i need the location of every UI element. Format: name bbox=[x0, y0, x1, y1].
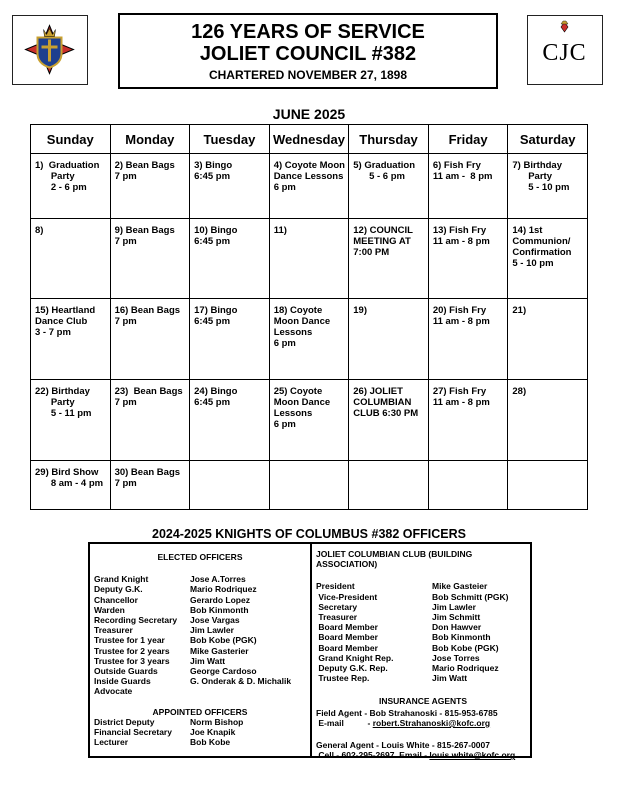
officer-row bbox=[316, 581, 530, 591]
calendar-week-row bbox=[31, 218, 588, 299]
calendar-day-cell: 29) Bird Show 8 am - 4 pm bbox=[31, 460, 111, 509]
calendar-day-cell: 26) JOLIET COLUMBIAN CLUB 6:30 PM bbox=[349, 380, 429, 461]
calendar-day-cell: 15) Heartland Dance Club 3 - 7 pm bbox=[31, 299, 111, 380]
officer-title: Financial Secretary bbox=[94, 727, 172, 738]
elected-officers-list bbox=[90, 574, 310, 696]
officer-title: Board Member bbox=[316, 632, 378, 643]
column-divider bbox=[310, 544, 312, 756]
club-officers-list bbox=[316, 581, 530, 683]
calendar-day-cell: 24) Bingo 6:45 pm bbox=[190, 380, 270, 461]
officer-title: Trustee for 1 year bbox=[94, 635, 165, 646]
officer-row bbox=[94, 737, 310, 747]
officer-row bbox=[94, 717, 310, 727]
officer-row bbox=[94, 676, 310, 686]
officer-title: Grand Knight Rep. bbox=[316, 652, 394, 663]
officer-row bbox=[94, 625, 310, 635]
officer-name: Joe Knapik bbox=[190, 727, 236, 738]
weekday-wednesday: Wednesday bbox=[269, 125, 349, 154]
club-heading: JOLIET COLUMBIAN CLUB (BUILDING ASSOCIATION) bbox=[316, 549, 473, 570]
calendar-day-cell: 8) bbox=[31, 218, 111, 299]
officer-row bbox=[94, 605, 310, 615]
officer-title: Lecturer bbox=[94, 737, 129, 748]
calendar-day-cell: 27) Fish Fry 11 am - 8 pm bbox=[428, 380, 508, 461]
calendar-day-cell: 1) Graduation Party 2 - 6 pm bbox=[31, 154, 111, 219]
officer-title: Trustee for 3 years bbox=[94, 655, 170, 666]
calendar-day-cell bbox=[428, 460, 508, 509]
general-agent-line: General Agent - Louis White - 815-267-0007 bbox=[316, 740, 490, 751]
weekday-monday: Monday bbox=[110, 125, 190, 154]
calendar-day-cell: 25) Coyote Moon Dance Lessons 6 pm bbox=[269, 380, 349, 461]
calendar-day-cell: 30) Bean Bags 7 pm bbox=[110, 460, 190, 509]
officer-name: Mike Gasterier bbox=[190, 645, 249, 656]
field-agent-line: Field Agent - Bob Strahanoski - 815-953-6785 bbox=[316, 707, 498, 718]
title-line-2: JOLIET COUNCIL #382 bbox=[199, 43, 417, 65]
appointed-officers-list bbox=[90, 717, 310, 748]
officer-title: Outside Guards bbox=[94, 666, 158, 677]
general-agent-contact-line bbox=[316, 750, 530, 760]
officer-title: Board Member bbox=[316, 642, 378, 653]
officer-name: Jose Torres bbox=[432, 652, 480, 663]
calendar-week-row bbox=[31, 154, 588, 219]
officer-name: Jim Lawler bbox=[432, 601, 476, 612]
calendar-day-cell: 22) Birthday Party 5 - 11 pm bbox=[31, 380, 111, 461]
weekday-friday: Friday bbox=[428, 125, 508, 154]
calendar-day-cell bbox=[349, 460, 429, 509]
officer-title: Treasurer bbox=[94, 625, 133, 636]
calendar-week-row bbox=[31, 299, 588, 380]
officer-name: Jim Schmitt bbox=[432, 612, 481, 623]
calendar-day-cell: 23) Bean Bags 7 pm bbox=[110, 380, 190, 461]
officer-row bbox=[316, 612, 530, 622]
calendar-day-cell: 19) bbox=[349, 299, 429, 380]
officer-title: Recording Secretary bbox=[94, 615, 178, 626]
officer-name: Jose Vargas bbox=[190, 615, 240, 626]
weekday-saturday: Saturday bbox=[508, 125, 588, 154]
officer-title: President bbox=[316, 581, 355, 592]
officer-title: Board Member bbox=[316, 622, 378, 633]
officer-row bbox=[94, 686, 310, 696]
officers-title: 2024-2025 KNIGHTS OF COLUMBUS #382 OFFICERS bbox=[152, 527, 466, 541]
officer-name: Mario Rodriquez bbox=[432, 663, 499, 674]
officer-name: Bob Kinmonth bbox=[190, 604, 249, 615]
officer-name: Jose A.Torres bbox=[190, 574, 246, 585]
calendar-day-cell: 4) Coyote Moon Dance Lessons 6 pm bbox=[269, 154, 349, 219]
calendar-day-cell: 13) Fish Fry 11 am - 8 pm bbox=[428, 218, 508, 299]
calendar-day-cell: 3) Bingo 6:45 pm bbox=[190, 154, 270, 219]
appointed-officers-heading: APPOINTED OFFICERS bbox=[152, 706, 248, 717]
officer-row bbox=[94, 646, 310, 656]
calendar-day-cell bbox=[190, 460, 270, 509]
officer-title: Treasurer bbox=[316, 612, 358, 623]
elected-officers-heading: ELECTED OFFICERS bbox=[157, 552, 243, 562]
insurance-agents-heading: INSURANCE AGENTS bbox=[379, 696, 467, 707]
officer-name: Bob Kinmonth bbox=[432, 632, 491, 643]
weekday-tuesday: Tuesday bbox=[190, 125, 270, 154]
calendar-day-cell: 9) Bean Bags 7 pm bbox=[110, 218, 190, 299]
calendar-day-cell: 21) bbox=[508, 299, 588, 380]
calendar-day-cell: 12) COUNCIL MEETING AT 7:00 PM bbox=[349, 218, 429, 299]
calendar-grid bbox=[30, 124, 588, 510]
officer-row bbox=[316, 673, 530, 683]
field-agent-email-line bbox=[316, 718, 530, 728]
calendar-day-cell bbox=[269, 460, 349, 509]
officer-row bbox=[94, 656, 310, 666]
officer-row bbox=[316, 663, 530, 673]
officer-row bbox=[94, 574, 310, 584]
cell-label: Cell - 602-295-2697 Email - bbox=[316, 750, 430, 761]
officer-row bbox=[94, 727, 310, 737]
weekday-thursday: Thursday bbox=[349, 125, 429, 154]
officer-title: Trustee Rep. bbox=[316, 673, 370, 684]
officer-name: Jim Watt bbox=[432, 673, 468, 684]
calendar-day-cell: 28) bbox=[508, 380, 588, 461]
officer-title: Warden bbox=[94, 604, 125, 615]
officer-row bbox=[94, 595, 310, 605]
title-line-1: 126 YEARS OF SERVICE bbox=[191, 21, 425, 43]
officer-row bbox=[94, 615, 310, 625]
officer-name: George Cardoso bbox=[190, 666, 257, 677]
weekday-header-row bbox=[31, 125, 588, 154]
officer-name: Bob Kobe (PGK) bbox=[432, 642, 499, 653]
calendar-day-cell: 2) Bean Bags 7 pm bbox=[110, 154, 190, 219]
officer-name: Norm Bishop bbox=[190, 716, 244, 727]
officer-name: Mike Gasteier bbox=[432, 581, 488, 592]
calendar-day-cell: 10) Bingo 6:45 pm bbox=[190, 218, 270, 299]
calendar-day-cell: 5) Graduation 5 - 6 pm bbox=[349, 154, 429, 219]
calendar-day-cell: 11) bbox=[269, 218, 349, 299]
officer-title: Secretary bbox=[316, 601, 358, 612]
calendar-day-cell: 16) Bean Bags 7 pm bbox=[110, 299, 190, 380]
officer-name: Don Hawver bbox=[432, 622, 482, 633]
officer-title: Vice-President bbox=[316, 591, 378, 602]
officer-row bbox=[316, 632, 530, 642]
cjc-logo-text: CJC bbox=[542, 40, 587, 66]
officer-name: Mario Rodriquez bbox=[190, 584, 257, 595]
officer-title: Deputy G.K. bbox=[94, 584, 143, 595]
officer-name: Jim Watt bbox=[190, 655, 226, 666]
general-agent-email-link[interactable]: louis.white@kofc.org bbox=[429, 750, 516, 761]
weekday-sunday: Sunday bbox=[31, 125, 111, 154]
officer-row bbox=[316, 592, 530, 602]
calendar-day-cell: 6) Fish Fry 11 am - 8 pm bbox=[428, 154, 508, 219]
officer-row bbox=[316, 653, 530, 663]
officer-name: Jim Lawler bbox=[190, 625, 234, 636]
officer-title: Advocate bbox=[94, 686, 133, 697]
officer-title: Chancellor bbox=[94, 594, 138, 605]
calendar-week-row bbox=[31, 380, 588, 461]
calendar-day-cell: 17) Bingo 6:45 pm bbox=[190, 299, 270, 380]
officer-title: Trustee for 2 years bbox=[94, 645, 170, 656]
officer-name: G. Onderak & D. Michalik bbox=[190, 676, 292, 687]
officer-name: Bob Kobe bbox=[190, 737, 231, 748]
cjc-logo bbox=[527, 15, 603, 85]
calendar-week-row bbox=[31, 460, 588, 509]
field-agent-email-link[interactable]: robert.Strahanoski@kofc.org bbox=[372, 717, 491, 728]
calendar-day-cell: 18) Coyote Moon Dance Lessons 6 pm bbox=[269, 299, 349, 380]
officer-row bbox=[94, 666, 310, 676]
officer-row bbox=[316, 602, 530, 612]
title-box bbox=[118, 13, 498, 89]
officers-box bbox=[88, 542, 532, 761]
calendar-day-cell: 20) Fish Fry 11 am - 8 pm bbox=[428, 299, 508, 380]
officer-row bbox=[316, 643, 530, 653]
calendar-day-cell bbox=[508, 460, 588, 509]
officer-name: Bob Kobe (PGK) bbox=[190, 635, 257, 646]
officer-row bbox=[94, 635, 310, 645]
officer-title: Deputy G.K. Rep. bbox=[316, 663, 388, 674]
calendar-day-cell: 14) 1st Communion/ Confirmation 5 - 10 pm bbox=[508, 218, 588, 299]
officer-row bbox=[316, 622, 530, 632]
officer-title: Grand Knight bbox=[94, 574, 149, 585]
officer-title: District Deputy bbox=[94, 716, 155, 727]
chartered-date: CHARTERED NOVEMBER 27, 1898 bbox=[208, 68, 408, 82]
month-title: JUNE 2025 bbox=[272, 106, 346, 122]
officer-name: Bob Schmitt (PGK) bbox=[432, 591, 509, 602]
knights-of-columbus-emblem bbox=[12, 15, 88, 85]
officer-row bbox=[94, 584, 310, 594]
email-label: E-mail - bbox=[316, 717, 373, 728]
officer-name: Gerardo Lopez bbox=[190, 594, 250, 605]
calendar-day-cell: 7) Birthday Party 5 - 10 pm bbox=[508, 154, 588, 219]
officer-title: Inside Guards bbox=[94, 676, 151, 687]
